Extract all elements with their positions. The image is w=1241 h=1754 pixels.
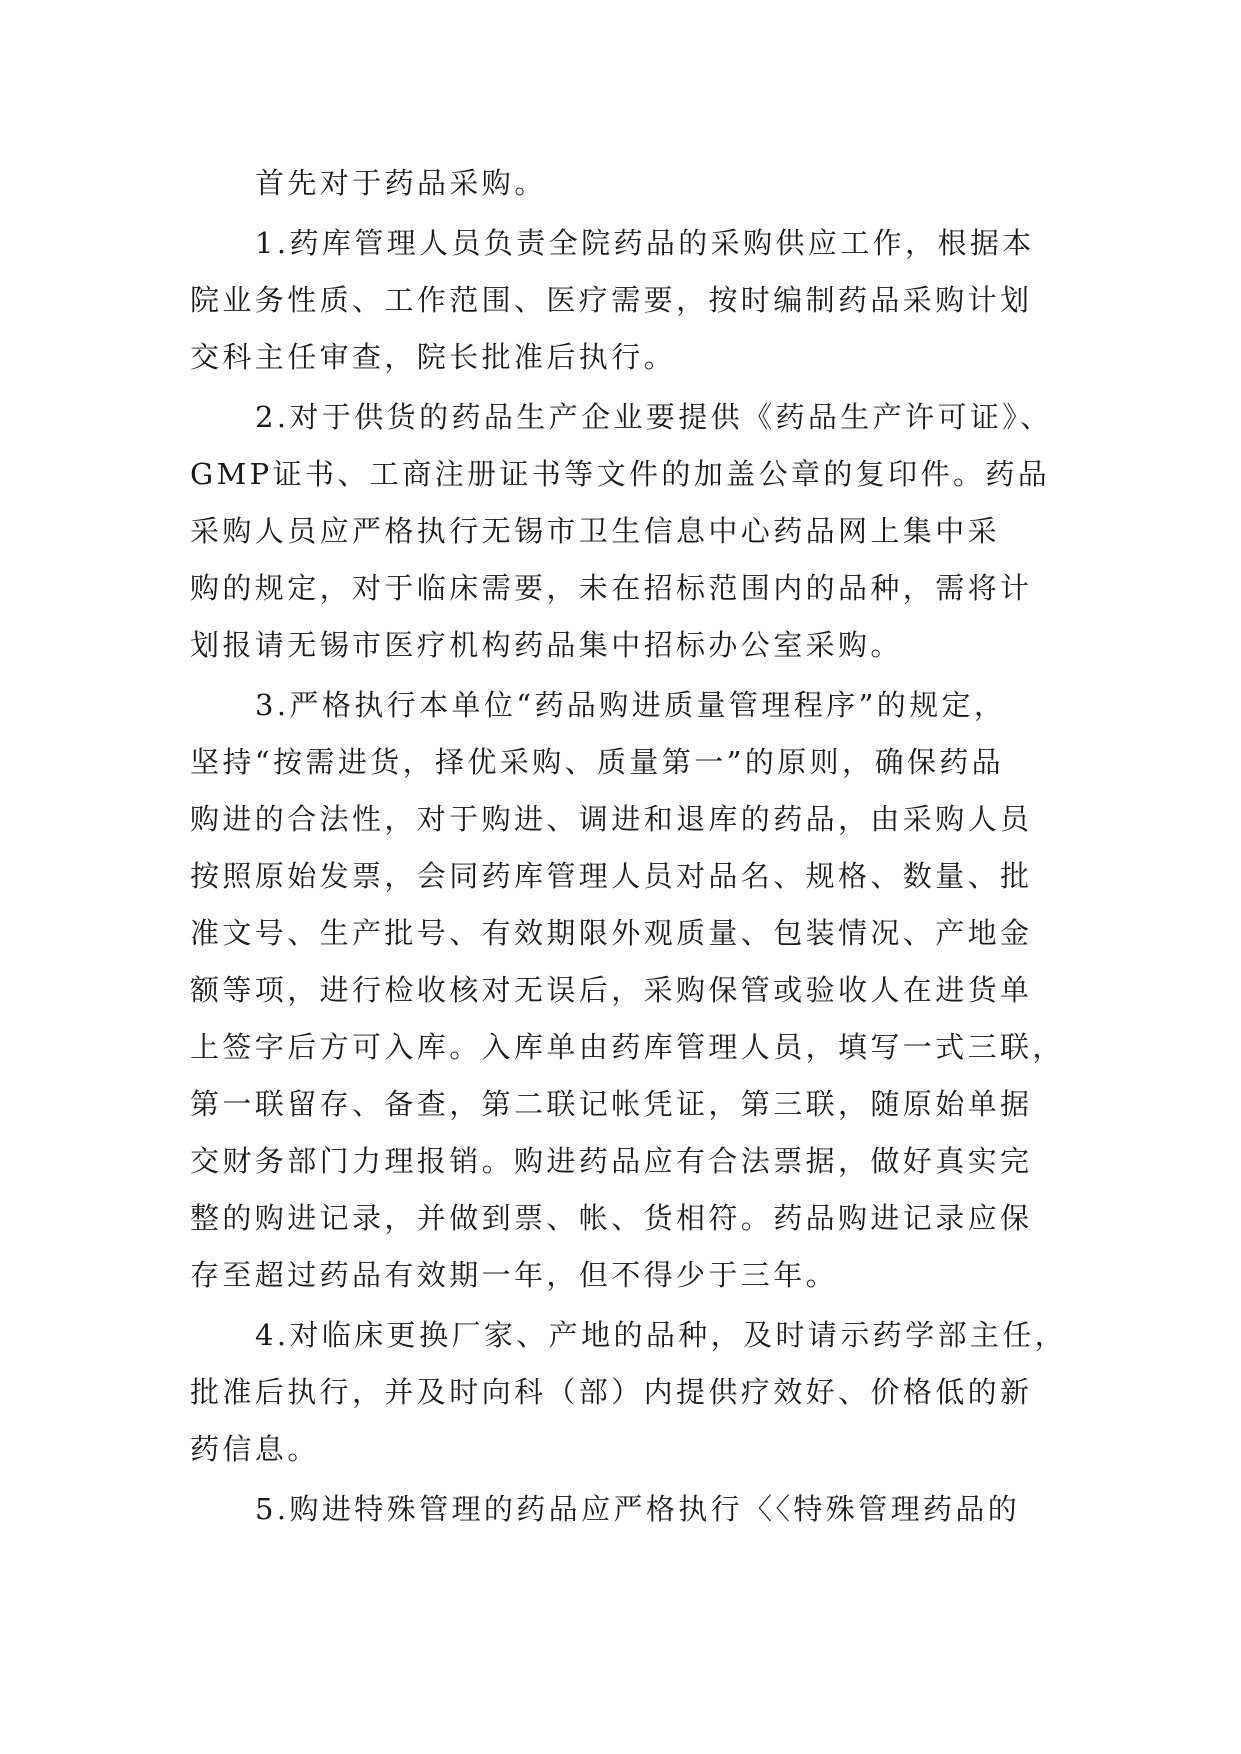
- paragraph-4-line: 药信息。: [190, 1432, 320, 1466]
- paragraph-4-line: 批准后执行，并及时向科（部）内提供疗效好、价格低的新: [190, 1375, 1033, 1409]
- paragraph-4-line: 4.对临床更换厂家、产地的品种，及时请示药学部主任，: [255, 1318, 1068, 1352]
- paragraph-2-line: 购的规定，对于临床需要，未在招标范围内的品种，需将计: [190, 571, 1033, 605]
- paragraph-3-line: 购进的合法性，对于购进、调进和退库的药品，由采购人员: [190, 802, 1033, 836]
- paragraph-2-line: GMP证书、工商注册证书等文件的加盖公章的复印件。药品: [190, 457, 1051, 491]
- paragraph-3-line: 3.严格执行本单位“药品购进质量管理程序”的规定，: [255, 688, 1007, 722]
- paragraph-3-line: 按照原始发票，会同药库管理人员对品名、规格、数量、批: [190, 859, 1033, 893]
- paragraph-3-line: 第一联留存、备查，第二联记帐凭证，第三联，随原始单据: [190, 1087, 1033, 1121]
- paragraph-2-line: 划报请无锡市医疗机构药品集中招标办公室采购。: [190, 628, 903, 662]
- paragraph-2-line: 2.对于供货的药品生产企业要提供《药品生产许可证》、: [255, 400, 1053, 434]
- paragraph-1-line: 交科主任审查，院长批准后执行。: [190, 340, 677, 374]
- paragraph-intro-line: 首先对于药品采购。: [255, 166, 547, 200]
- paragraph-3-line: 上签字后方可入库。入库单由药库管理人员，填写一式三联，: [190, 1030, 1065, 1064]
- paragraph-3-line: 坚持“按需进货，择优采购、质量第一”的原则，确保药品: [190, 745, 1005, 779]
- paragraph-3-line: 准文号、生产批号、有效期限外观质量、包装情况、产地金: [190, 916, 1033, 950]
- paragraph-5-line: 5.购进特殊管理的药品应严格执行〈〈特殊管理药品的: [255, 1492, 1021, 1526]
- paragraph-1-line: 1.药库管理人员负责全院药品的采购供应工作，根据本: [255, 226, 1035, 260]
- paragraph-3-line: 额等项，进行检收核对无误后，采购保管或验收人在进货单: [190, 973, 1033, 1007]
- paragraph-3-line: 整的购进记录，并做到票、帐、货相符。药品购进记录应保: [190, 1201, 1033, 1235]
- paragraph-3-line: 交财务部门力理报销。购进药品应有合法票据，做好真实完: [190, 1144, 1033, 1178]
- paragraph-2-line: 采购人员应严格执行无锡市卫生信息中心药品网上集中采: [190, 514, 1001, 548]
- paragraph-3-line: 存至超过药品有效期一年，但不得少于三年。: [190, 1258, 839, 1292]
- paragraph-1-line: 院业务性质、工作范围、医疗需要，按时编制药品采购计划: [190, 283, 1033, 317]
